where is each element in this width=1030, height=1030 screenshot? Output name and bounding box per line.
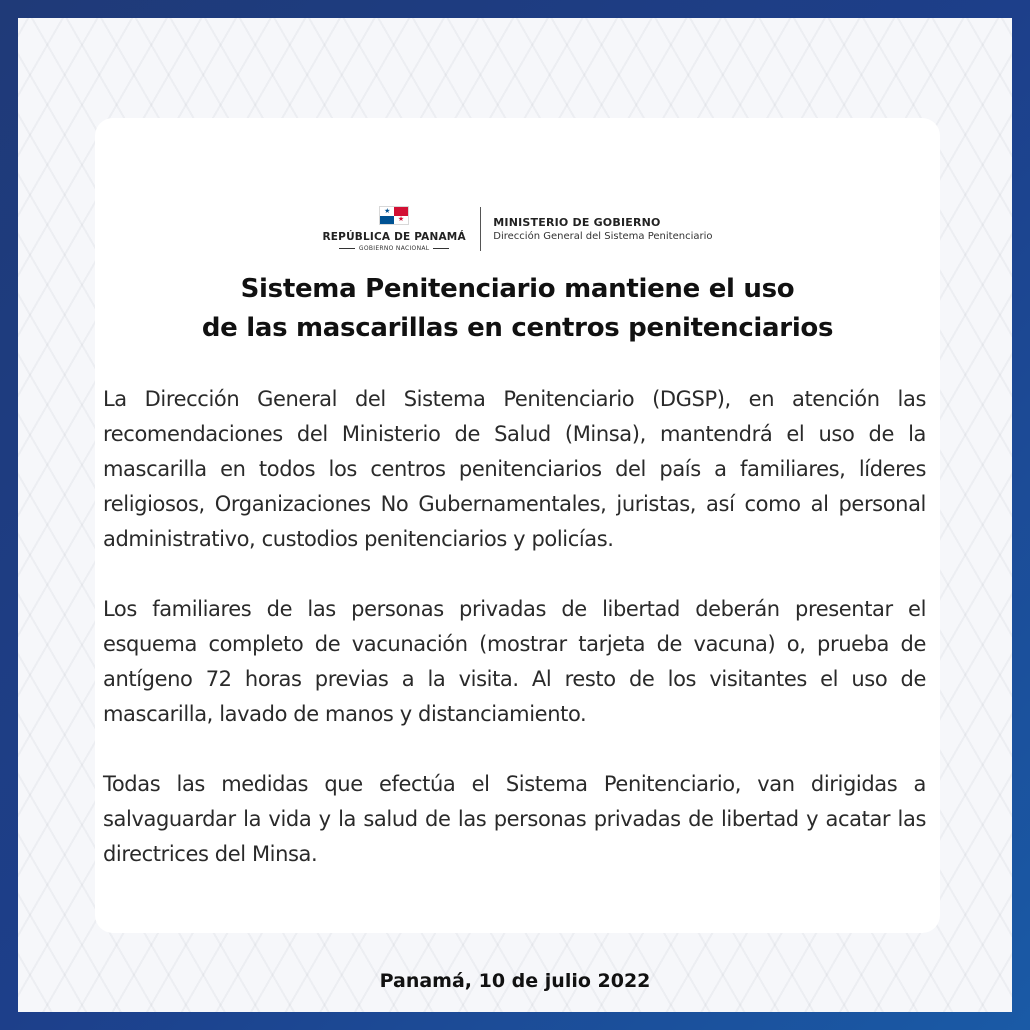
- publication-date: Panamá, 10 de julio 2022: [379, 970, 651, 992]
- page-title: [95, 270, 940, 348]
- paragraph-1: La Dirección General del Sistema Penitenciario (DGSP), en atención las recomendaciones del Ministerio de Salud (Minsa), mantendrá el uso de la mascarilla en todos los centros penitenciarios del país a familiares, líderes religiosos, Organizaciones No Gubernamentales, juristas, así como al personal administrativo, custodios penitenciarios y policías.: [103, 387, 926, 551]
- paragraph-2: Los familiares de las personas privadas de libertad deberán presentar el esquema completo de vacunación (mostrar tarjeta de vacuna) o, prueba de antígeno 72 horas previas a la visita. Al resto de los visitantes el uso de mascarilla, lavado de manos y distanciamiento.: [103, 597, 926, 726]
- ministry-name: MINISTERIO DE GOBIERNO: [493, 216, 661, 229]
- government-label: GOBIERNO NACIONAL: [358, 245, 430, 252]
- ministry-logo: [481, 216, 712, 242]
- direction-name: Dirección General del Sistema Penitenciario: [493, 231, 713, 242]
- announcement-card: [95, 118, 940, 933]
- panama-logo: [323, 206, 480, 252]
- panama-flag-icon: ★ ★: [379, 206, 409, 225]
- title-line-1: Sistema Penitenciario mantiene el uso: [240, 274, 795, 304]
- country-name: REPÚBLICA DE PANAMÁ: [322, 231, 466, 243]
- paragraph-3: Todas las medidas que efectúa el Sistema Penitenciario, van dirigidas a salvaguardar la vida y la salud de las personas privadas de libertad y acatar las directrices del Minsa.: [103, 772, 926, 866]
- government-logo: [95, 206, 940, 252]
- body-text: [103, 382, 926, 872]
- title-line-2: de las mascarillas en centros penitenciarios: [201, 313, 834, 343]
